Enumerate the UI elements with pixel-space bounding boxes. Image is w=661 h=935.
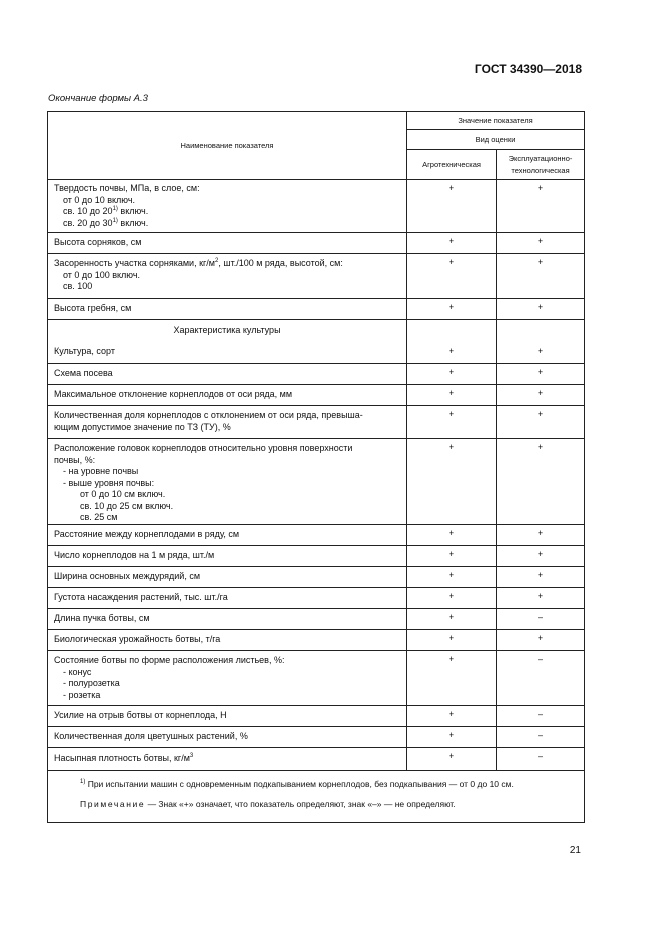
table-row: Биологическая урожайность ботвы, т/га + +	[48, 630, 585, 651]
header-operational: Эксплуатационно- технологическая	[497, 150, 585, 180]
table-row: Состояние ботвы по форме расположения листьев, %: - конус - полурозетка - розетка + –	[48, 651, 585, 706]
table-row: Твердость почвы, МПа, в слое, см: от 0 до 10 включ. св. 10 до 20$^{1)}$ включ. св. 20 до 30$^{1)}$ включ. + +	[48, 180, 585, 233]
table-row: Число корнеплодов на 1 м ряда, шт./м + +	[48, 546, 585, 567]
table-row: Высота гребня, см + +	[48, 299, 585, 320]
table-row: Насыпная плотность ботвы, $кг/м^3$ + –	[48, 748, 585, 771]
table-row: Количественная доля корнеплодов с отклонением от оси ряда, превыша- ющим допустимое значение по ТЗ (ТУ), % + +	[48, 406, 585, 439]
form-caption: Окончание формы А.3	[48, 93, 148, 104]
table-row: Количественная доля цветушных растений, % + –	[48, 727, 585, 748]
header-evaluation-kind: Вид оценки	[407, 130, 585, 150]
header-indicator-name: Наименование показателя	[48, 112, 407, 180]
table-row: Густота насаждения растений, тыс. шт./га + +	[48, 588, 585, 609]
table-row: Усилие на отрыв ботвы от корнеплода, Н + –	[48, 706, 585, 727]
table-row: Характеристика культуры Культура, сорт + +	[48, 320, 585, 364]
indicator-table	[47, 111, 585, 823]
table-row: Максимальное отклонение корнеплодов от оси ряда, мм + +	[48, 385, 585, 406]
note: Примечание — Знак «+» означает, что показатель определяют, знак «–» — не определяют.	[80, 798, 456, 809]
page-number: 21	[569, 845, 581, 856]
table-row: Расположение головок корнеплодов относительно уровня поверхности почвы, %: - на уровне почвы - выше уровня почвы: от 0 до 10 см включ. св. 10 до 25 см включ. св. 25 см + +	[48, 439, 585, 525]
footnote: $^{1)}$ При испытании машин с одновременным подкапыванием корнеплодов, без подкапывания — от 0 до 10 см.	[80, 779, 514, 789]
table-row: Длина пучка ботвы, см + –	[48, 609, 585, 630]
table-row: Схема посева + +	[48, 364, 585, 385]
table-row: Ширина основных междурядий, см + +	[48, 567, 585, 588]
section-heading: Характеристика культуры	[173, 325, 281, 335]
table-row: Расстояние между корнеплодами в ряду, см + +	[48, 525, 585, 546]
header-indicator-value: Значение показателя	[407, 112, 585, 130]
table-footnote-row	[48, 771, 585, 823]
header-agrotechnical: Агротехническая	[407, 150, 497, 180]
document-code: ГОСТ 34390—2018	[474, 62, 582, 76]
table-row: Засоренность участка сорняками, $кг/м^2$, шт./100 м ряда, высотой, см: от 0 до 100 включ. св. 100 + +	[48, 254, 585, 299]
table-row: Высота сорняков, см + +	[48, 233, 585, 254]
